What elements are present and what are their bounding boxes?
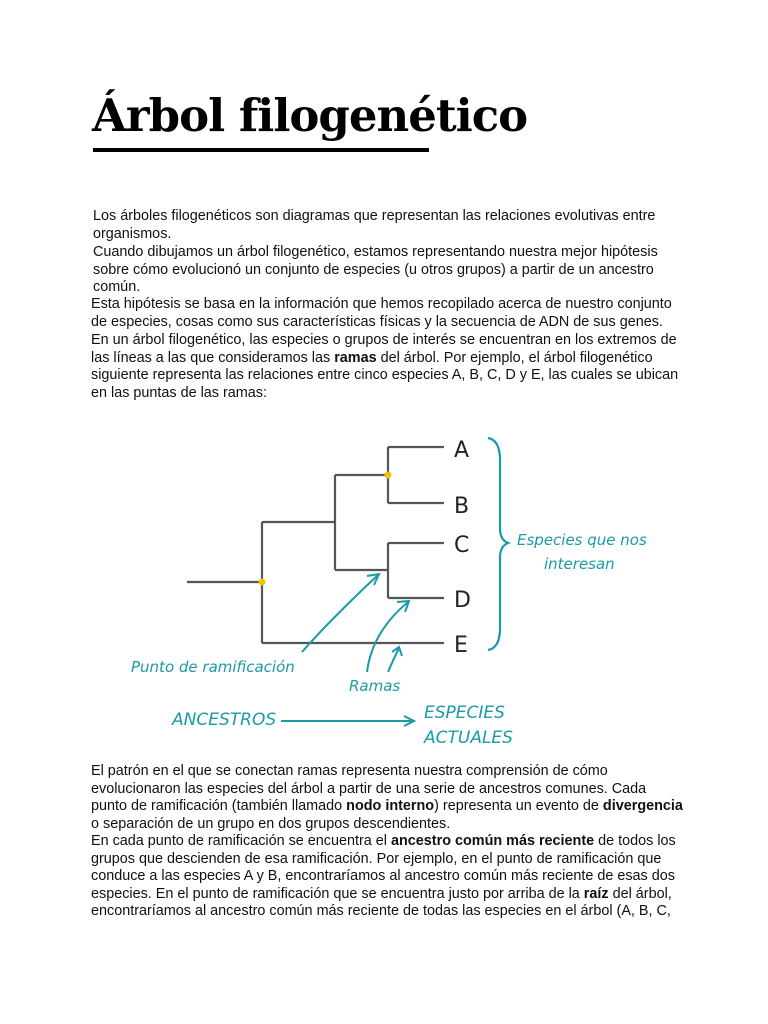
root-node-marker <box>259 579 266 586</box>
text-run: de todos los grupos que descienden de esa ramificación. Por ejemplo, en el punto de ramificación que conduce a las especies A y B, encontraríamos al ancestro común más reciente de esas dos especies. En el punto de ramificación que se encuentra justo por arriba de la <box>91 833 676 902</box>
page-title: Árbol filogenético <box>92 89 528 142</box>
branch-point-label: Punto de ramificación <box>131 658 295 676</box>
leaf-label-e: E <box>454 633 468 658</box>
text-run: El patrón en el que se conectan ramas representa nuestra comprensión de cómo evolucionaron las especies del árbol a partir de una serie de ancestros comunes. Cada punto de ramificación (también llamado <box>91 763 647 815</box>
intro-paragraph-1: Los árboles filogenéticos son diagramas que representan las relaciones evolutivas entre organismos. <box>93 208 656 242</box>
body-paragraph-1 <box>91 763 691 833</box>
text-run: o separación de un grupo en dos grupos descendientes. <box>91 815 451 832</box>
bold-term-ancestro-comun: ancestro común más reciente <box>391 833 595 849</box>
species-label-line1: Especies que nos <box>517 531 647 549</box>
species-label-line2: interesan <box>544 555 615 573</box>
intro-paragraph-4 <box>91 332 691 402</box>
text-run: En cada punto de ramificación se encuentra el <box>91 833 391 849</box>
text-run: En un árbol filogenético, las especies o grupos de interés se encuentran en los extremos de las líneas a las que consideramos las <box>91 332 677 366</box>
current-species-label-line2: ACTUALES <box>424 728 513 748</box>
leaf-label-d: D <box>454 588 471 613</box>
bold-term-nodo-interno: nodo interno <box>346 798 435 815</box>
body-paragraph-2 <box>91 833 691 921</box>
bold-term-raiz: raíz <box>583 885 609 902</box>
leaf-label-a: A <box>454 438 470 463</box>
current-species-label-line1: ESPECIES <box>424 703 505 723</box>
ancestors-label: ANCESTROS <box>172 710 277 730</box>
phylogenetic-tree-diagram <box>0 420 768 760</box>
leaf-label-b: B <box>454 494 470 519</box>
title-underline <box>93 148 429 152</box>
tree-branches <box>187 447 444 643</box>
intro-paragraph-3: Esta hipótesis se basa en la información que hemos recopilado acerca de nuestro conjunto de especies, cosas como sus características físicas y la secuencia de ADN de sus genes. <box>91 296 672 330</box>
bold-term-divergencia: divergencia <box>602 798 683 815</box>
branches-label: Ramas <box>349 677 401 695</box>
ab-node-marker <box>385 472 392 479</box>
text-run: ) representa un evento de <box>434 798 603 815</box>
leaf-label-c: C <box>454 533 470 558</box>
bold-term-ramas: ramas <box>334 349 377 366</box>
text-run: del árbol, encontraríamos al ancestro común más reciente de todas las especies en el árbol (A, B, C, <box>91 885 672 920</box>
branch-point-arrow <box>302 575 378 652</box>
species-brace <box>488 438 508 650</box>
branches-arrow-1 <box>367 602 408 672</box>
text-run: del árbol. Por ejemplo, el árbol filogenético siguiente representa las relaciones entre cinco especies A, B, C, D y E, las cuales se ubican en las puntas de las ramas: <box>91 349 679 401</box>
intro-paragraph-2: Cuando dibujamos un árbol filogenético, estamos representando nuestra mejor hipótesis sobre cómo evolucionó un conjunto de especies (u otros grupos) a partir de un ancestro común. <box>93 244 658 296</box>
